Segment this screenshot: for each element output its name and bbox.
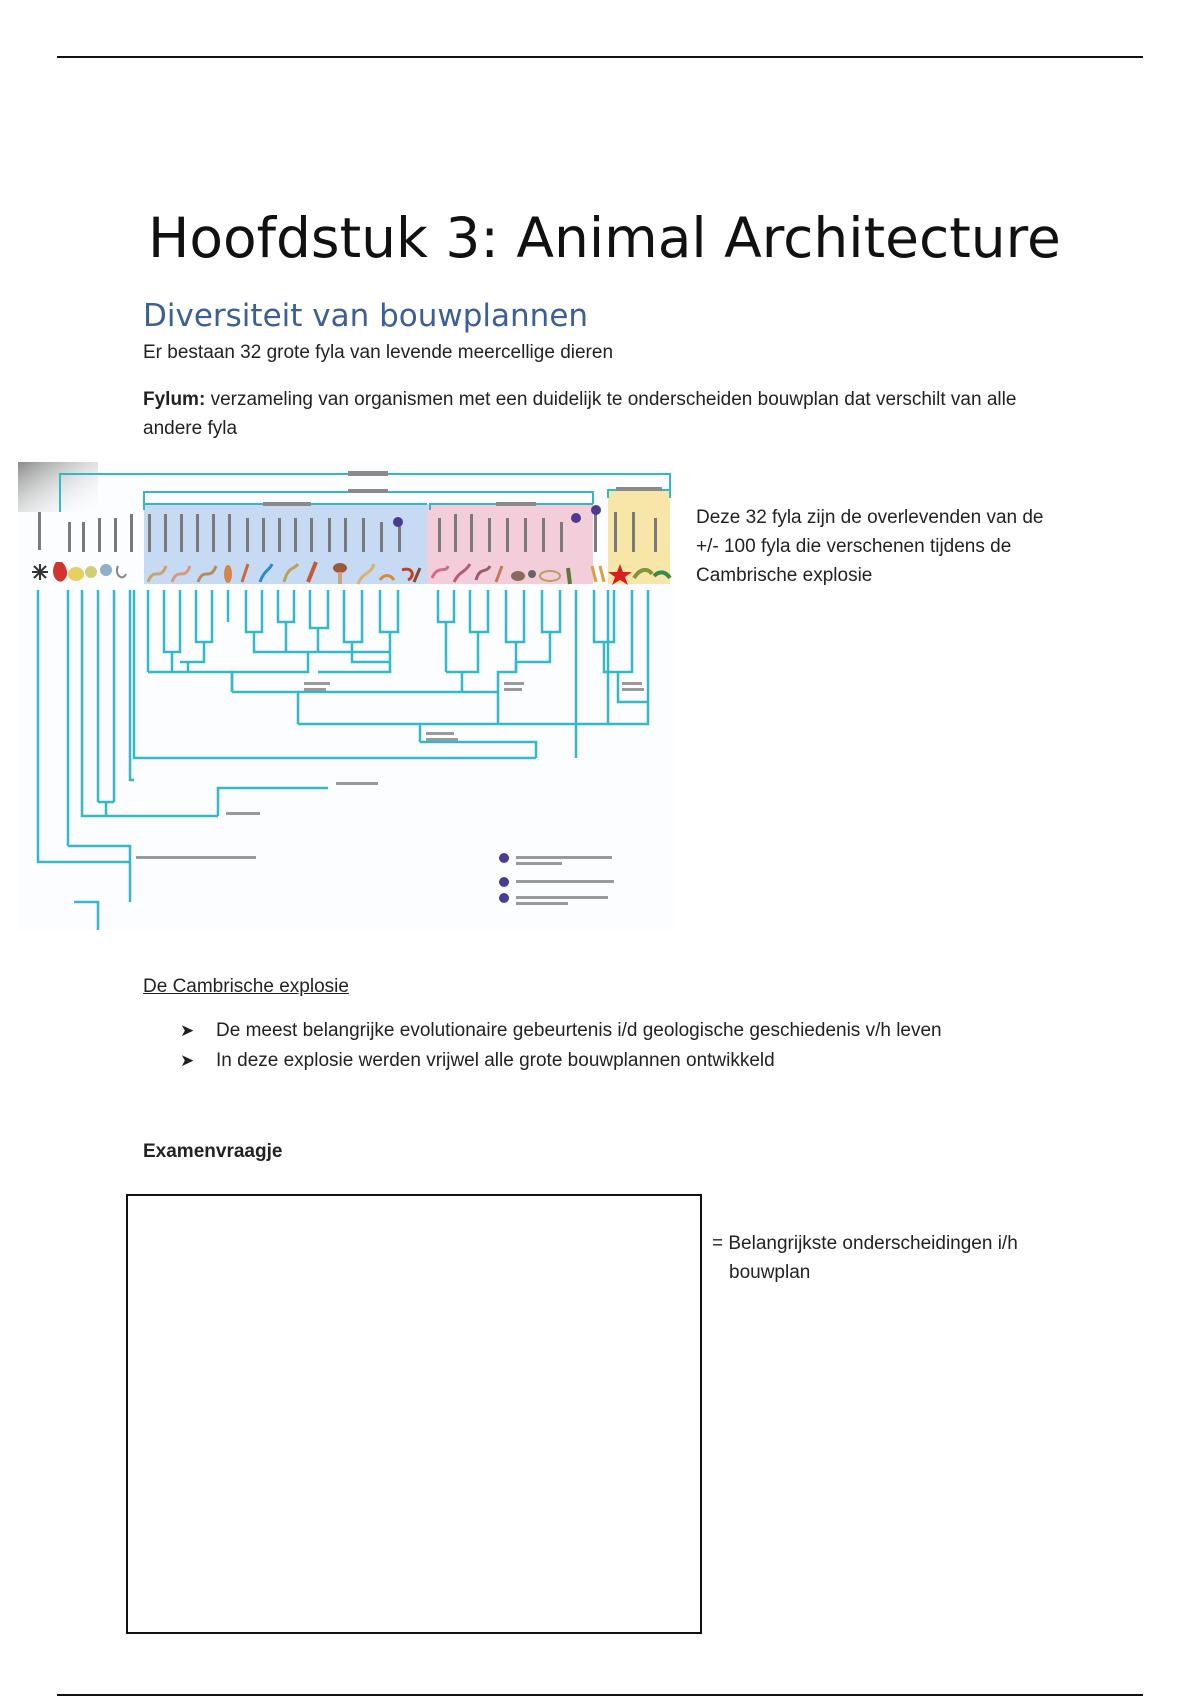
answer-box — [126, 1194, 702, 1634]
clade-label-ecdysozoa — [496, 502, 536, 506]
clade-label-deuterostomia — [616, 487, 662, 491]
definition-paragraph — [143, 385, 1063, 443]
sponge-icon — [32, 564, 48, 580]
list-item — [180, 1046, 1080, 1076]
arrow-bullet-icon: ➤ — [180, 1021, 195, 1040]
bottom-rule — [57, 1694, 1143, 1696]
bullet-text: De meest belangrijke evolutionaire gebeurtenis i/d geologische geschiedenis v/h leven — [216, 1020, 942, 1041]
arrow-bullet-icon: ➤ — [180, 1051, 195, 1070]
bullet-text: In deze explosie werden vrijwel alle grote bouwplannen ontwikkeld — [216, 1050, 775, 1071]
clade-label-protostomia — [348, 489, 388, 493]
answer-note-line-1: = Belangrijkste onderscheidingen i/h — [712, 1233, 1018, 1254]
cambrian-bullet-list — [180, 1016, 1080, 1076]
list-item — [180, 1016, 1080, 1046]
section-heading: Diversiteit van bouwplannen — [143, 298, 589, 334]
page-title: Hoofdstuk 3: Animal Architecture — [148, 206, 1061, 270]
clade-label-metazoa — [348, 471, 388, 476]
cambrian-heading: De Cambrische explosie — [143, 976, 349, 997]
definition-text: verzameling van organismen met een duidelijk te onderscheiden bouwplan dat verschilt van alle andere fyla — [143, 389, 1017, 439]
phylogeny-tree-image — [18, 462, 674, 930]
clade-label-lophotrochozoa — [263, 502, 311, 506]
exam-heading: Examenvraagje — [143, 1141, 283, 1162]
definition-term: Fylum: — [143, 389, 206, 410]
phylogeny-figure — [18, 462, 674, 930]
answer-note-line-2: bouwplan — [729, 1262, 811, 1283]
top-rule — [57, 56, 1143, 58]
answer-note — [712, 1229, 1072, 1287]
side-note: Deze 32 fyla zijn de overlevenden van de +/- 100 fyla die verschenen tijdens de Cambrische explosie — [696, 507, 1044, 586]
intro-text: Er bestaan 32 grote fyla van levende meercellige dieren — [143, 342, 614, 363]
